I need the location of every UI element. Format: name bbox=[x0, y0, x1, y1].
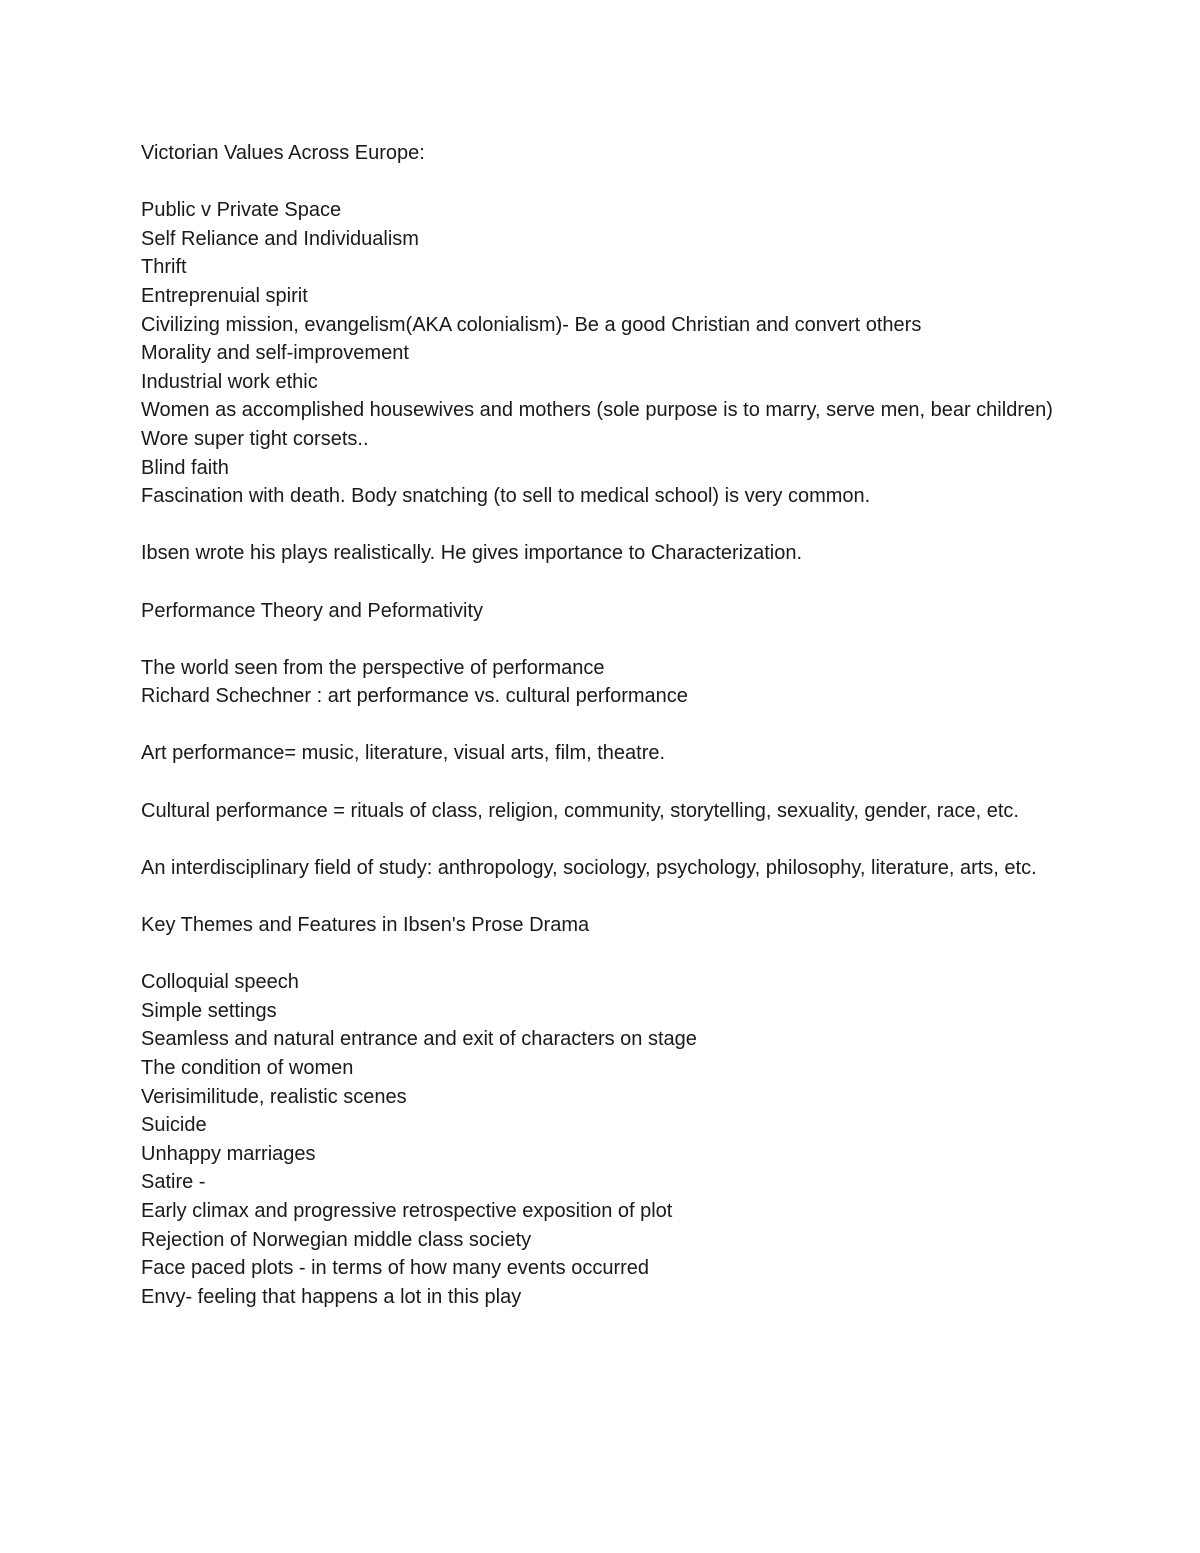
list-item: The condition of women bbox=[141, 1057, 354, 1079]
victorian-values-list bbox=[141, 196, 1061, 511]
document-page bbox=[141, 139, 1061, 1311]
section-heading-performance-theory: Performance Theory and Peformativity bbox=[141, 599, 484, 622]
blank-line bbox=[141, 825, 1061, 854]
list-item: Morality and self-improvement bbox=[141, 342, 409, 365]
blank-line bbox=[141, 711, 1061, 740]
list-item: Thrift bbox=[141, 256, 187, 279]
blank-line bbox=[141, 768, 1061, 797]
blank-line bbox=[141, 168, 1061, 197]
list-item: Envy- feeling that happens a lot in this play bbox=[141, 1285, 522, 1308]
list-item: Civilizing mission, evangelism(AKA colonialism)- Be a good Christian and convert others bbox=[141, 313, 922, 336]
blank-line bbox=[141, 940, 1061, 969]
list-item: Rejection of Norwegian middle class society bbox=[141, 1228, 532, 1251]
list-item: Simple settings bbox=[141, 999, 277, 1022]
list-item: Self Reliance and Individualism bbox=[141, 227, 419, 250]
list-item: Fascination with death. Body snatching (to sell to medical school) is very common. bbox=[141, 485, 871, 508]
list-item: Verisimilitude, realistic scenes bbox=[141, 1085, 407, 1108]
list-item: Satire - bbox=[141, 1171, 206, 1194]
blank-line bbox=[141, 511, 1061, 540]
blank-line bbox=[141, 625, 1061, 654]
list-item: Public v Private Space bbox=[141, 199, 342, 222]
list-item: Industrial work ethic bbox=[141, 370, 318, 393]
performance-line: Richard Schechner : art performance vs. cultural performance bbox=[141, 685, 688, 708]
section-heading-key-themes: Key Themes and Features in Ibsen's Prose Drama bbox=[141, 914, 590, 937]
list-item: Early climax and progressive retrospective exposition of plot bbox=[141, 1199, 673, 1222]
performance-line: The world seen from the perspective of performance bbox=[141, 656, 605, 679]
list-item: Suicide bbox=[141, 1114, 207, 1137]
blank-line bbox=[141, 882, 1061, 911]
interdisciplinary-note: An interdisciplinary field of study: anthropology, sociology, psychology, philosophy, literature, arts, etc. bbox=[141, 856, 1037, 879]
list-item: Entreprenuial spirit bbox=[141, 284, 308, 307]
ibsen-note: Ibsen wrote his plays realistically. He gives importance to Characterization. bbox=[141, 542, 803, 565]
list-item: Face paced plots - in terms of how many events occurred bbox=[141, 1257, 650, 1280]
blank-line bbox=[141, 568, 1061, 597]
cultural-performance-definition: Cultural performance = rituals of class, religion, community, storytelling, sexuality, gender, race, etc. bbox=[141, 799, 1019, 822]
list-item: Blind faith bbox=[141, 456, 229, 479]
list-item: Seamless and natural entrance and exit of characters on stage bbox=[141, 1028, 697, 1051]
list-item: Colloquial speech bbox=[141, 971, 299, 994]
list-item: Women as accomplished housewives and mothers (sole purpose is to marry, serve men, bear children) Wore super tight corsets.. bbox=[141, 399, 1053, 450]
list-item: Unhappy marriages bbox=[141, 1142, 316, 1165]
key-themes-list bbox=[141, 968, 1061, 1311]
art-performance-definition: Art performance= music, literature, visual arts, film, theatre. bbox=[141, 742, 666, 765]
section-heading-victorian-values: Victorian Values Across Europe: bbox=[141, 142, 425, 164]
